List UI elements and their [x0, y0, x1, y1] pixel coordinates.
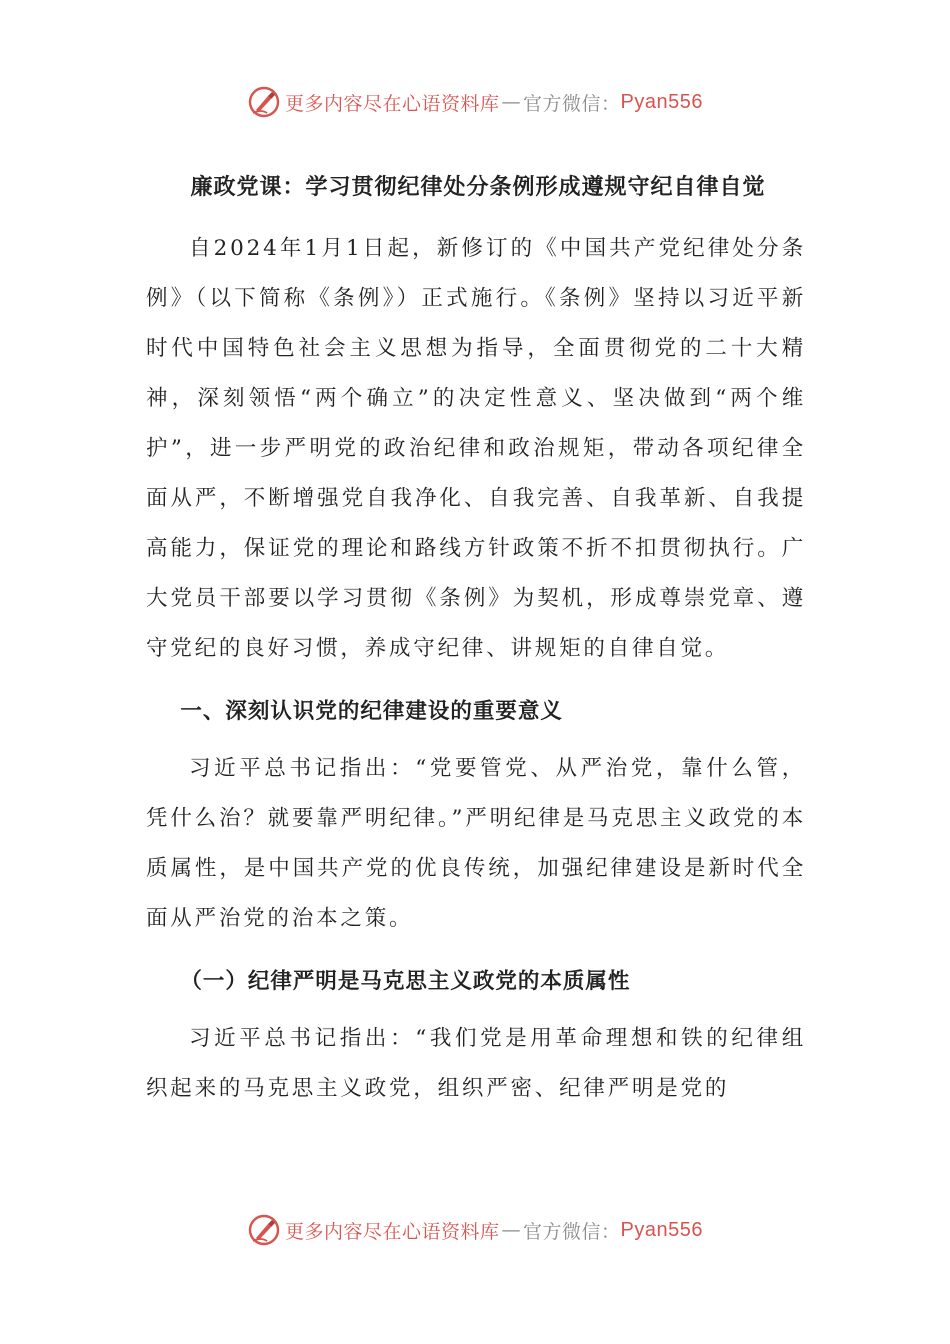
pen-logo-icon	[247, 85, 281, 119]
watermark-wechat-label: 官方微信：	[523, 1220, 621, 1243]
watermark-dash: —	[501, 91, 522, 113]
pen-logo-icon	[247, 1213, 281, 1247]
document-title: 廉政党课：学习贯彻纪律处分条例形成遵规守纪自律自觉	[190, 175, 766, 200]
watermark-name: 更多内容尽在心语资料库	[285, 92, 500, 115]
header-watermark	[0, 82, 950, 122]
watermark-dash: —	[501, 1219, 522, 1241]
subsection-heading-1: （一）纪律严明是马克思主义政党的本质属性	[180, 969, 631, 994]
paragraph-subsection-1: 习近平总书记指出：“我们党是用革命理想和铁的纪律组织起来的马克思主义政党，组织严密、纪律严明是党的	[146, 1026, 806, 1101]
watermark-wechat-label: 官方微信：	[523, 92, 621, 115]
document-body	[146, 168, 806, 1114]
section-heading-1: 一、深刻认识党的纪律建设的重要意义	[180, 699, 563, 724]
watermark-wechat-id: Pyan556	[620, 1218, 703, 1241]
watermark-wechat-id: Pyan556	[620, 90, 703, 113]
paragraph-section-1: 习近平总书记指出：“党要管党、从严治党，靠什么管，凭什么治？就要靠严明纪律。”严明纪律是马克思主义政党的本质属性，是中国共产党的优良传统，加强纪律建设是新时代全面从严治党的治本之策。	[146, 756, 806, 931]
paragraph-intro: 自2024年1月1日起，新修订的《中国共产党纪律处分条例》（以下简称《条例》）正式施行。《条例》坚持以习近平新时代中国特色社会主义思想为指导，全面贯彻党的二十大精神，深刻领悟“两个确立”的决定性意义、坚决做到“两个维护”，进一步严明党的政治纪律和政治规矩，带动各项纪律全面从严，不断增强党自我净化、自我完善、自我革新、自我提高能力，保证党的理论和路线方针政策不折不扣贯彻执行。广大党员干部要以学习贯彻《条例》为契机，形成尊崇党章、遵守党纪的良好习惯，养成守纪律、讲规矩的自律自觉。	[146, 236, 806, 661]
footer-watermark	[0, 1210, 950, 1250]
watermark-name: 更多内容尽在心语资料库	[285, 1220, 500, 1243]
